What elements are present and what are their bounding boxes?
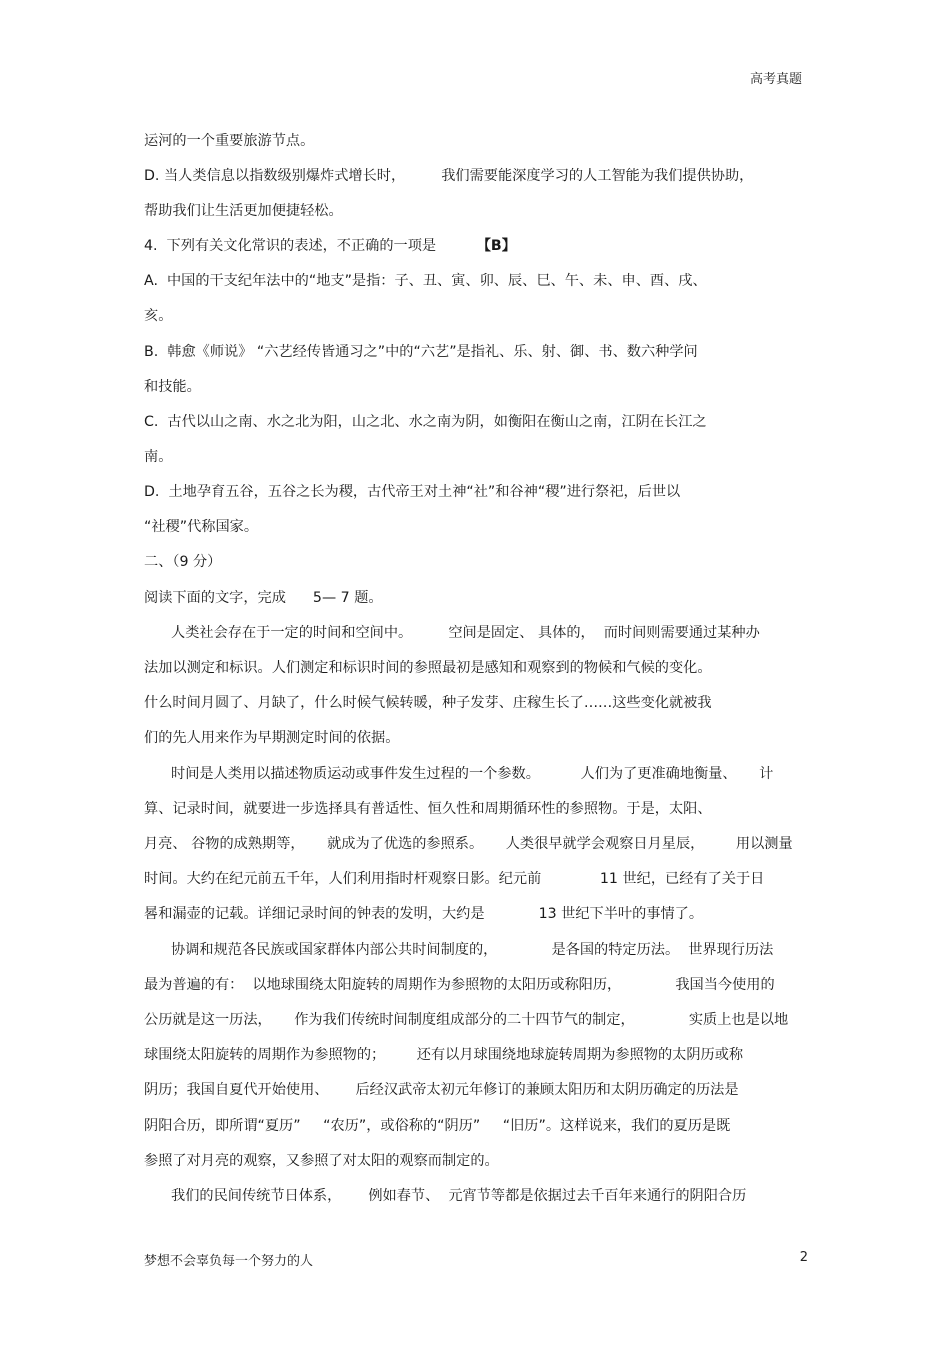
section-heading: 二、（9 分） — [144, 554, 222, 570]
paragraph-line: 月亮、 谷物的成熟期等， 就成为了优选的参照系。 人类很早就学会观察日月星辰， 用以测量 — [144, 836, 793, 852]
question-4-text: 4. 下列有关文化常识的表述，不正确的一项是 — [144, 238, 477, 254]
header-tag: 高考真题 — [749, 72, 802, 87]
paragraph-line: 算、记录时间，就要进一步选择具有普适性、恒久性和周期循环性的参照物。于是，太阳、 — [144, 801, 712, 817]
text-line: 亥。 — [144, 308, 173, 324]
answer-mark: 【B】 — [476, 238, 516, 254]
text-line: 南。 — [144, 449, 173, 465]
footer-motto: 梦想不会辜负每一个努力的人 — [144, 1254, 314, 1269]
option-c-line: C. 古代以山之南、水之北为阳，山之北、水之南为阴，如衡阳在衡山之南，江阴在长江之 — [144, 414, 707, 430]
text-line: 和技能。 — [144, 379, 201, 395]
text-line: 运河的一个重要旅游节点。 — [144, 133, 315, 149]
option-b-line: B. 韩愈《师说》 “六艺经传皆通习之”中的“六艺”是指礼、乐、射、御、书、数六种学问 — [144, 344, 698, 360]
text-line: 帮助我们让生活更加便捷轻松。 — [144, 203, 343, 219]
option-d-line: D. 土地孕育五谷，五谷之长为稷，古代帝王对土神“社”和谷神“稷”进行祭祀，后世以 — [144, 484, 681, 500]
paragraph-line: 人类社会存在于一定的时间和空间中。 空间是固定、 具体的， 而时间则需要通过某种办 — [144, 625, 760, 641]
text-line: “社稷”代称国家。 — [144, 519, 259, 535]
paragraph-line: 公历就是这一历法， 作为我们传统时间制度组成部分的二十四节气的制定， 实质上也是以地 — [144, 1012, 789, 1028]
paragraph-line: 时间。大约在纪元前五千年，人们利用指时杆观察日影。纪元前 11 世纪，已经有了关于日 — [144, 871, 765, 887]
paragraph-line: 什么时间月圆了、月缺了，什么时候气候转暖，种子发芽、庄稼生长了……这些变化就被我 — [144, 695, 712, 711]
instruction-line: 阅读下面的文字，完成 5— 7 题。 — [144, 590, 383, 606]
text-line: D. 当人类信息以指数级别爆炸式增长时， 我们需要能深度学习的人工智能为我们提供协助， — [144, 168, 754, 184]
paragraph-line: 法加以测定和标识。人们测定和标识时间的参照最初是感知和观察到的物候和气候的变化。 — [144, 660, 712, 676]
paragraph-line: 阴历；我国自夏代开始使用、 后经汉武帝太初元年修订的兼顾太阳历和太阴历确定的历法是 — [144, 1082, 739, 1098]
page-number: 2 — [799, 1250, 808, 1265]
paragraph-line: 参照了对月亮的观察，又参照了对太阳的观察而制定的。 — [144, 1153, 499, 1169]
paragraph-line: 们的先人用来作为早期测定时间的依据。 — [144, 730, 400, 746]
question-4-line — [144, 236, 516, 256]
paragraph-line: 时间是人类用以描述物质运动或事件发生过程的一个参数。 人们为了更准确地衡量、 计 — [144, 766, 774, 782]
paragraph-line: 晷和漏壶的记载。详细记录时间的钟表的发明，大约是 13 世纪下半叶的事情了。 — [144, 906, 704, 922]
paragraph-line: 协调和规范各民族或国家群体内部公共时间制度的， 是各国的特定历法。 世界现行历法 — [144, 942, 774, 958]
paragraph-line: 最为普遍的有： 以地球围绕太阳旋转的周期作为参照物的太阳历或称阳历， 我国当今使用的 — [144, 977, 775, 993]
paragraph-line: 球围绕太阳旋转的周期作为参照物的； 还有以月球围绕地球旋转周期为参照物的太阴历或称 — [144, 1047, 744, 1063]
option-a-line: A. 中国的干支纪年法中的“地支”是指：子、丑、寅、卯、辰、巳、午、未、申、酉、戌、 — [144, 273, 707, 289]
paragraph-line: 我们的民间传统节日体系， 例如春节、 元宵节等都是依据过去千百年来通行的阴阳合历 — [144, 1188, 747, 1204]
paragraph-line: 阴阳合历，即所谓“夏历” “农历”，或俗称的“阴历” “旧历”。这样说来，我们的夏历是既 — [144, 1118, 731, 1134]
